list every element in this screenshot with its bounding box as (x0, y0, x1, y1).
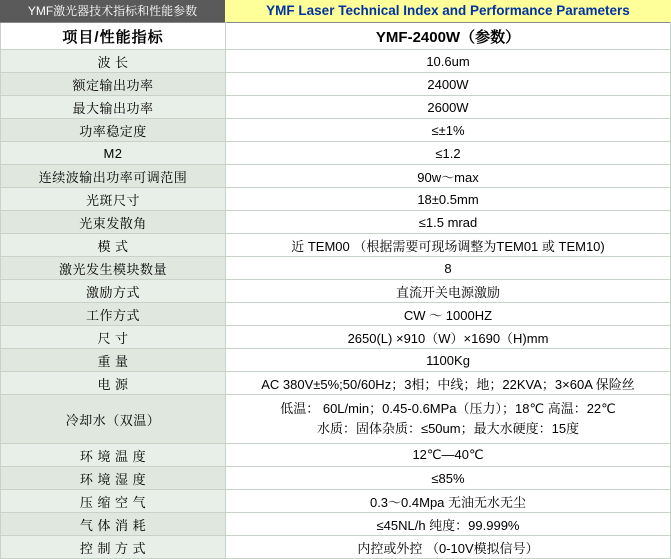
row-value: 内控或外控 （0-10V模拟信号） (226, 536, 671, 559)
table-row (1, 513, 671, 536)
header-bar (0, 0, 671, 22)
row-label: 气 体 消 耗 (1, 513, 226, 536)
row-label: 连续波输出功率可调范围 (1, 165, 226, 188)
row-label: 控 制 方 式 (1, 536, 226, 559)
row-value: ≤45NL/h 纯度：99.999% (226, 513, 671, 536)
row-value: ≤1.5 mrad (226, 211, 671, 234)
row-label: 压 缩 空 气 (1, 490, 226, 513)
row-label: 尺 寸 (1, 326, 226, 349)
header-title-cn: YMF激光器技术指标和性能参数 (0, 0, 225, 22)
row-label: 电 源 (1, 372, 226, 395)
row-label: 波 长 (1, 50, 226, 73)
table-row (1, 211, 671, 234)
spec-table-body (1, 23, 671, 559)
table-row (1, 96, 671, 119)
row-label: 功率稳定度 (1, 119, 226, 142)
row-label: 光斑尺寸 (1, 188, 226, 211)
row-label: 光束发散角 (1, 211, 226, 234)
table-row (1, 234, 671, 257)
table-row (1, 349, 671, 372)
header-title-en: YMF Laser Technical Index and Performance Parameters (225, 0, 671, 22)
table-row (1, 257, 671, 280)
row-value: 2650(L) ×910（W）×1690（H)mm (226, 326, 671, 349)
row-label: 模 式 (1, 234, 226, 257)
row-value: 直流开关电源激励 (226, 280, 671, 303)
row-label: 激励方式 (1, 280, 226, 303)
row-value: 8 (226, 257, 671, 280)
table-row (1, 303, 671, 326)
row-value-line-1: 低温： 60L/min；0.45-0.6MPa（压力）；18℃ 高温：22℃ (280, 401, 616, 416)
table-row (1, 188, 671, 211)
row-value: 2400W (226, 73, 671, 96)
table-row (1, 490, 671, 513)
row-label: 冷却水（双温） (1, 395, 226, 444)
row-value (226, 395, 671, 444)
table-row (1, 142, 671, 165)
table-row (1, 50, 671, 73)
row-value: 1100Kg (226, 349, 671, 372)
row-label: 环 境 温 度 (1, 444, 226, 467)
table-row (1, 73, 671, 96)
table-row (1, 395, 671, 444)
row-value-line-2: 水质：固体杂质：≤50um；最大水硬度：15度 (316, 421, 580, 436)
col-header-model: YMF-2400W（参数） (226, 23, 671, 50)
row-value: AC 380V±5%;50/60Hz；3相；中线；地；22KVA；3×60A 保险丝 (226, 372, 671, 395)
row-value: 90w～max (226, 165, 671, 188)
row-value: 12℃—40℃ (226, 444, 671, 467)
row-value: ≤1.2 (226, 142, 671, 165)
table-row (1, 280, 671, 303)
col-header-item: 项目/性能指标 (1, 23, 226, 50)
table-row (1, 536, 671, 559)
table-row (1, 326, 671, 349)
table-header-row (1, 23, 671, 50)
row-label: 环 境 湿 度 (1, 467, 226, 490)
table-row (1, 444, 671, 467)
row-value: CW ～ 1000HZ (226, 303, 671, 326)
row-label: 最大输出功率 (1, 96, 226, 119)
row-label: 工作方式 (1, 303, 226, 326)
row-label: 额定输出功率 (1, 73, 226, 96)
row-label: 激光发生模块数量 (1, 257, 226, 280)
table-row (1, 372, 671, 395)
row-label: 重 量 (1, 349, 226, 372)
row-value: 10.6um (226, 50, 671, 73)
row-label: M2 (1, 142, 226, 165)
row-value: 近 TEM00 （根据需要可现场调整为TEM01 或 TEM10) (226, 234, 671, 257)
row-value: 18±0.5mm (226, 188, 671, 211)
row-value: 0.3～0.4Mpa 无油无水无尘 (226, 490, 671, 513)
spec-table (0, 22, 671, 559)
row-value: 2600W (226, 96, 671, 119)
table-row (1, 165, 671, 188)
table-row (1, 119, 671, 142)
table-row (1, 467, 671, 490)
row-value: ≤±1% (226, 119, 671, 142)
row-value: ≤85% (226, 467, 671, 490)
